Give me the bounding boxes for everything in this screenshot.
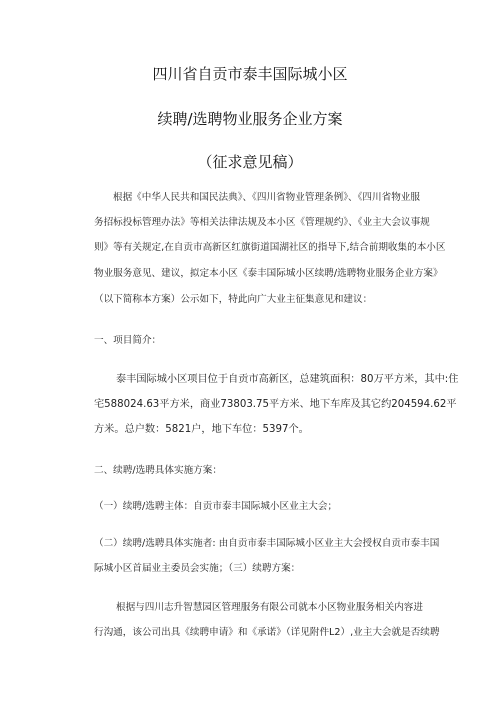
section1-line: 宅588024.63平方米，商业73803.75平方米、地下车库及其它约204594.62平 <box>94 399 457 410</box>
section2-item3-line: 行沟通，该公司出具《续聘申请》和《承诺》（详见附件L2）,业主大会就是否续聘 <box>94 627 440 638</box>
section1-line: 泰丰国际城小区项目位于自贡市高新区，总建筑面积：80万平方米，其中:住 <box>116 374 459 385</box>
intro-line: 务招标投标管理办法》等相关法律法规及本小区《管理规约》、《业主大会议事规 <box>94 217 430 228</box>
doc-title-line2: 续聘/选聘物业服务企业方案 <box>157 110 343 128</box>
doc-title-line3: （征求意见稿） <box>197 153 303 171</box>
intro-line: 根据《中华人民共和国民法典》、《四川省物业管理条例》、《四川省物业服 <box>113 192 420 203</box>
intro-line: （以下简称本方案）公示如下，特此向广大业主征集意见和建议： <box>94 294 373 305</box>
section2-heading: 二、续聘/选聘具体实施方案： <box>94 465 222 476</box>
section2-item2-line: （二）续聘/选聘具体实施者: 由自贡市泰丰国际城小区业主大会授权自贡市泰丰国 <box>94 538 440 549</box>
section2-item1: （一）续聘/选聘主体：自贡市泰丰国际城小区业主大会； <box>94 501 338 512</box>
section1-heading: 一、项目简介： <box>94 335 162 346</box>
section1-line: 方米。总户数：5821户，地下车位：5397个。 <box>94 424 309 435</box>
section2-item3-line: 根据与四川志升智慧园区管理服务有限公司就本小区物业服务相关内容进 <box>116 602 423 613</box>
section2-item2-line: 际城小区首届业主委员会实施；（三）续聘方案： <box>94 563 301 574</box>
doc-title-line1: 四川省自贡市泰丰国际城小区 <box>152 65 348 83</box>
intro-line: 物业服务意见、建议，拟定本小区《泰丰国际城小区续聘/选聘物业服务企业方案》 <box>94 268 443 279</box>
intro-line: 则》等有关规定,在自贡市高新区红旗街道国湖社区的指导下,结合前期收集的本小区 <box>94 242 446 253</box>
